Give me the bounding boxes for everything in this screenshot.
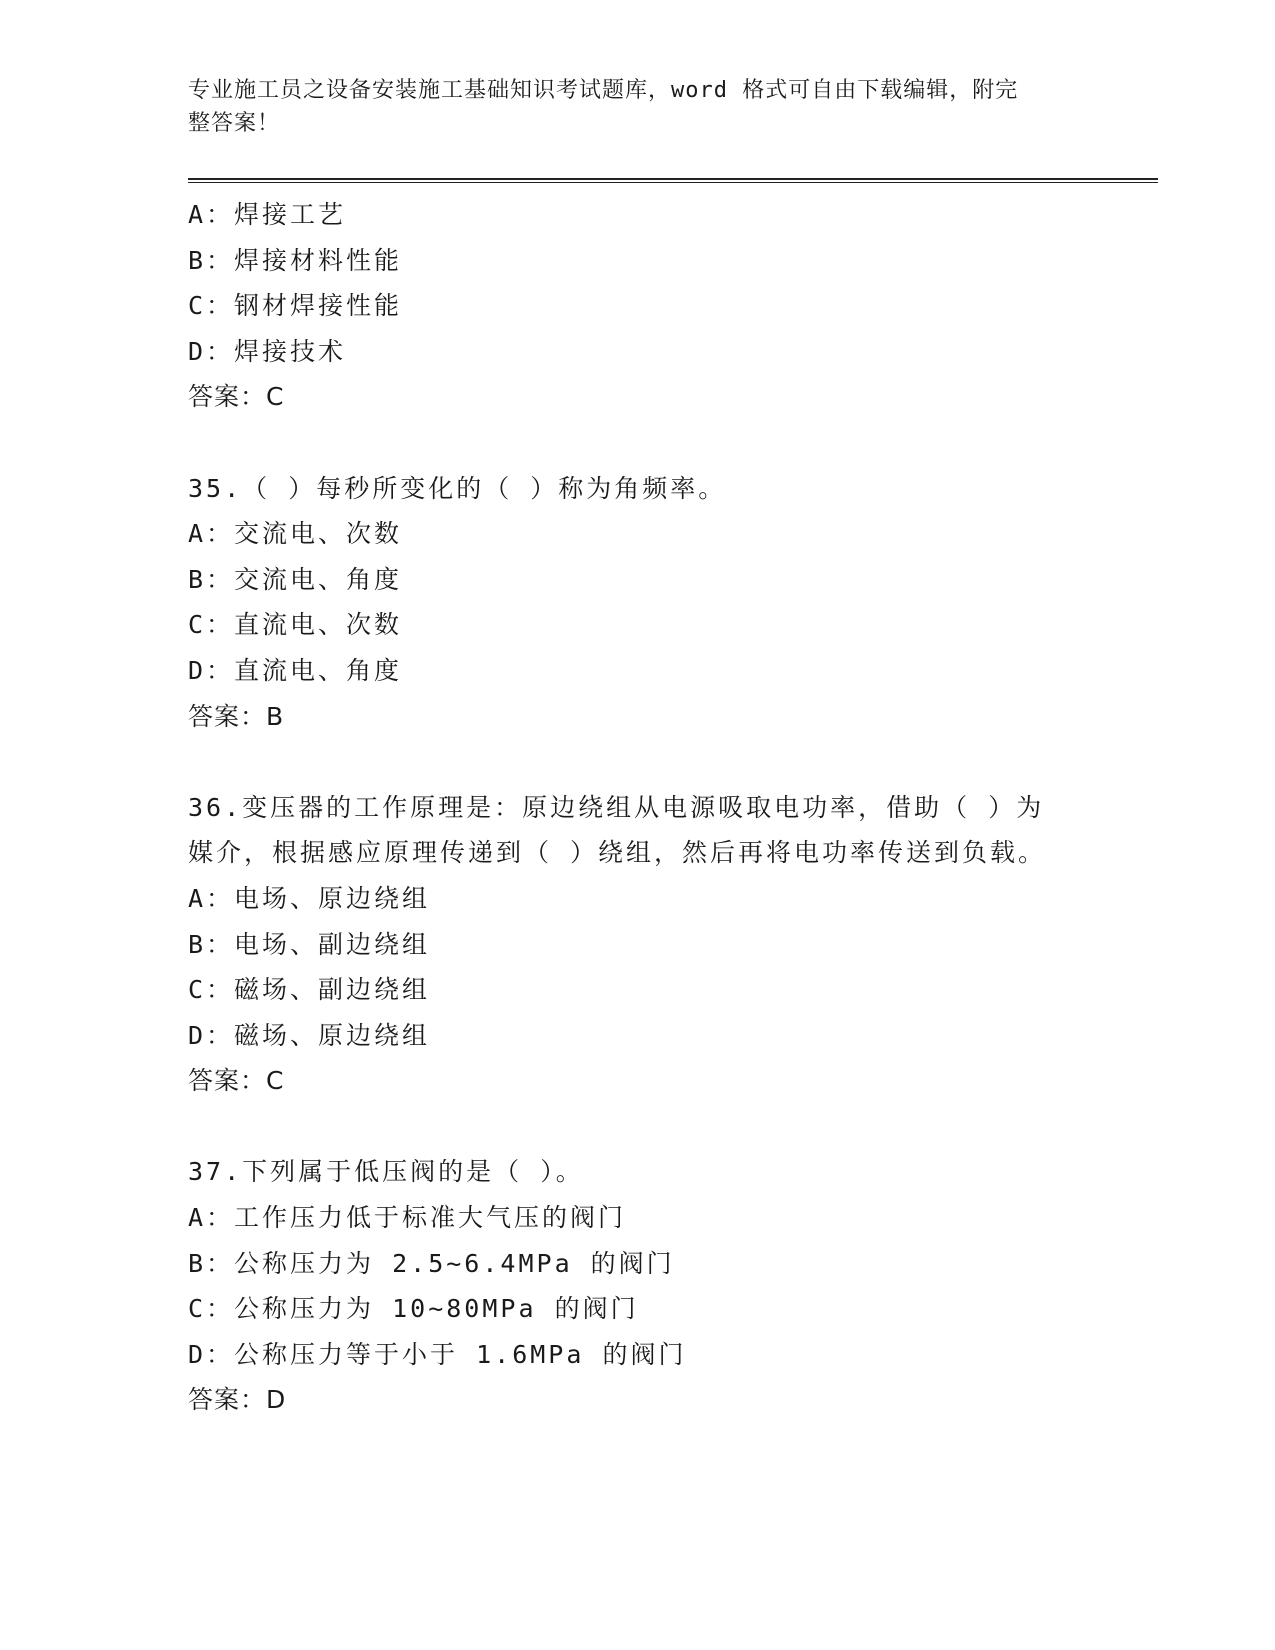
question-stem: 35.（ ）每秒所变化的（ ）称为角频率。 <box>188 473 727 503</box>
question-35 <box>188 466 1158 740</box>
question-34 <box>188 192 1158 420</box>
option-a: A：工作压力低于标准大气压的阀门 <box>188 1203 627 1233</box>
answer: 答案：D <box>188 1385 287 1415</box>
question-stem-line-2: 媒介，根据感应原理传递到（ ）绕组，然后再将电功率传送到负载。 <box>188 838 1047 868</box>
option-c: C：公称压力为 10~80MPa 的阀门 <box>188 1294 639 1324</box>
option-b: B：电场、副边绕组 <box>188 929 431 959</box>
answer: 答案：C <box>188 382 285 412</box>
question-stem: 37.下列属于低压阀的是（ ）。 <box>188 1157 584 1187</box>
option-c: C：钢材焊接性能 <box>188 291 403 321</box>
question-stem-line-1: 36.变压器的工作原理是：原边绕组从电源吸取电功率，借助（ ）为 <box>188 792 1045 822</box>
question-37 <box>188 1149 1158 1423</box>
option-a: A：交流电、次数 <box>188 519 403 549</box>
spacer <box>188 739 1158 785</box>
option-d: D：焊接技术 <box>188 336 347 366</box>
option-b: B：焊接材料性能 <box>188 245 403 275</box>
question-36 <box>188 785 1158 1104</box>
option-d: D：直流电、角度 <box>188 655 403 685</box>
option-b: B：交流电、角度 <box>188 564 403 594</box>
option-c: C：直流电、次数 <box>188 610 403 640</box>
question-list <box>188 192 1158 1423</box>
spacer <box>188 1104 1158 1150</box>
header-line-2: 整答案！ <box>188 111 281 136</box>
header-line-1: 专业施工员之设备安装施工基础知识考试题库，word 格式可自由下载编辑，附完 <box>188 78 1019 103</box>
header-divider <box>188 178 1158 183</box>
option-d: D：磁场、原边绕组 <box>188 1020 431 1050</box>
option-a: A：焊接工艺 <box>188 200 347 229</box>
answer: 答案：C <box>188 1066 285 1096</box>
option-b: B：公称压力为 2.5~6.4MPa 的阀门 <box>188 1248 675 1278</box>
option-d: D：公称压力等于小于 1.6MPa 的阀门 <box>188 1339 687 1369</box>
spacer <box>188 420 1158 466</box>
option-a: A：电场、原边绕组 <box>188 883 431 913</box>
option-c: C：磁场、副边绕组 <box>188 975 431 1005</box>
document-header <box>188 74 1088 140</box>
answer: 答案：B <box>188 701 285 731</box>
